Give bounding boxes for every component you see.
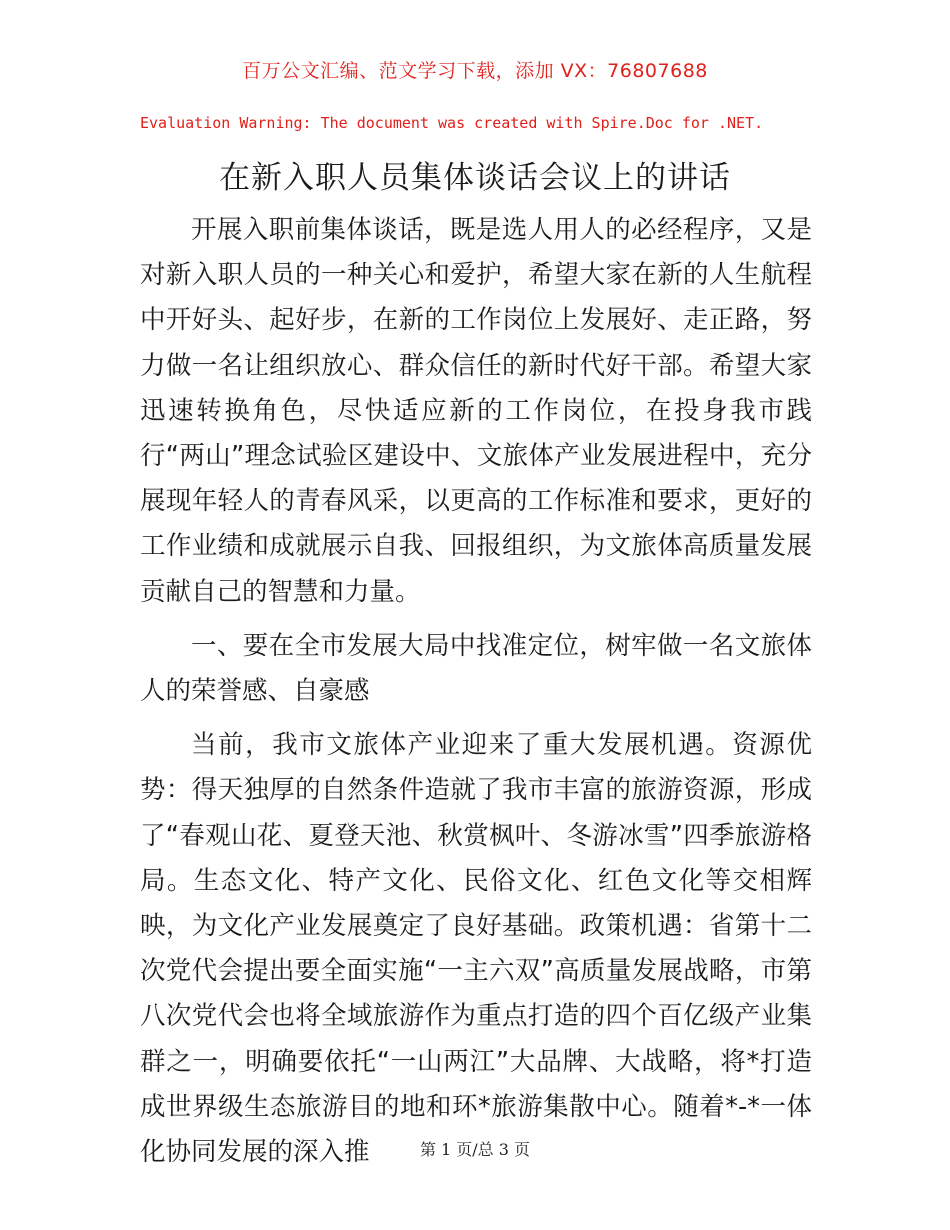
- page-number: 第 1 页/总 3 页: [419, 1140, 531, 1159]
- paragraph-opportunities: 当前，我市文旅体产业迎来了重大发展机遇。资源优势：得天独厚的自然条件造就了我市丰富的旅游资源，形成了“春观山花、夏登天池、秋赏枫叶、冬游冰雪”四季旅游格局。生态文化、特产文化、民俗文化、红色文化等交相辉映，为文化产业发展奠定了良好基础。政策机遇：省第十二次党代会提出要全面实施“一主六双”高质量发展战略，市第八次党代会也将全域旅游作为重点打造的四个百亿级产业集群之一，明确要依托“一山两江”大品牌、大战略，将*打造成世界级生态旅游目的地和环*旅游集散中心。随着*-*一体化协同发展的深入推: [140, 730, 812, 1168]
- header-banner: 百万公文汇编、范文学习下载，添加 VX：76807688: [242, 60, 708, 82]
- document-body: [140, 208, 812, 1184]
- paragraph-section-heading: 一、要在全市发展大局中找准定位，树牢做一名文旅体人的荣誉感、自豪感: [140, 630, 812, 707]
- document-title: 在新入职人员集体谈话会议上的讲话: [219, 160, 731, 196]
- paragraph-intro: 开展入职前集体谈话，既是选人用人的必经程序，又是对新入职人员的一种关心和爱护，希望大家在新的人生航程中开好头、起好步，在新的工作岗位上发展好、走正路，努力做一名让组织放心、群众信任的新时代好干部。希望大家迅速转换角色，尽快适应新的工作岗位，在投身我市践行“两山”理念试验区建设中、文旅体产业发展进程中，充分展现年轻人的青春风采，以更高的工作标准和要求，更好的工作业绩和成就展示自我、回报组织，为文旅体高质量发展贡献自己的智慧和力量。: [140, 215, 812, 607]
- evaluation-warning: Evaluation Warning: The document was created with Spire.Doc for .NET.: [140, 114, 764, 132]
